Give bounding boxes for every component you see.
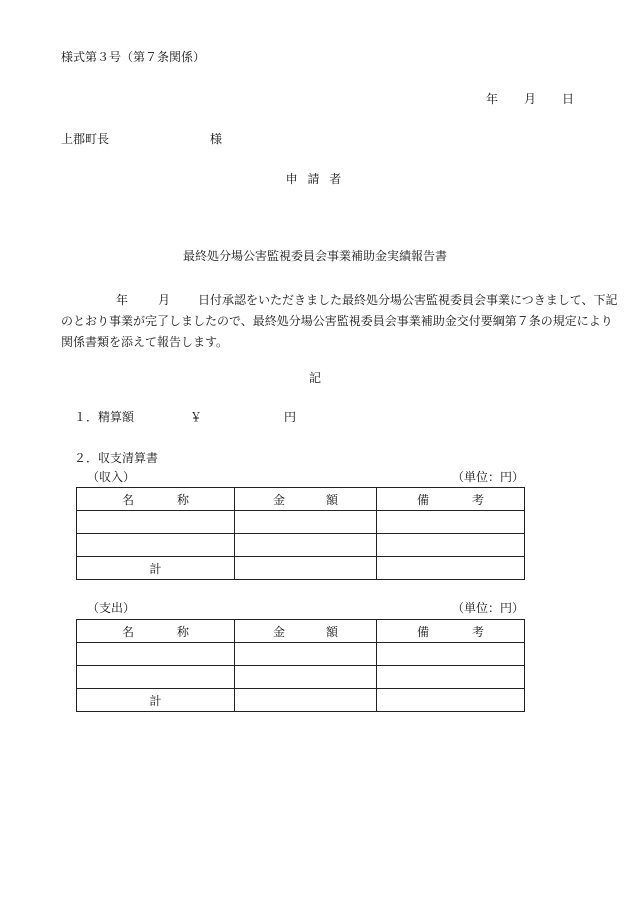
date-line [486,93,574,105]
name-cell[interactable] [77,643,235,666]
expense-table [76,619,525,712]
income-total-row [77,557,525,580]
total-label: 計 [77,557,235,580]
header-remarks: 備 考 [377,620,525,643]
yen-symbol: ￥ [190,410,203,424]
expense-unit: （単位：円） [451,601,524,615]
remarks-cell[interactable] [377,643,525,666]
total-remarks-cell[interactable] [377,557,525,580]
total-amount-cell[interactable] [235,689,377,712]
total-label: 計 [77,689,235,712]
date-day-label: 日 [561,92,574,106]
addressee: 上郡町長 [61,132,110,146]
remarks-cell[interactable] [377,534,525,557]
settlement-amount-line [74,410,297,424]
honorific: 様 [210,132,223,146]
income-table [76,487,525,580]
expense-total-row [77,689,525,712]
body-year-label: 年 [116,293,129,307]
amount-cell[interactable] [235,666,377,689]
remarks-cell[interactable] [377,666,525,689]
name-cell[interactable] [77,511,235,534]
date-month-label: 月 [523,92,536,106]
amount-cell[interactable] [235,643,377,666]
table-row [77,643,525,666]
table-row [77,511,525,534]
addressee-line [61,132,223,146]
income-label: （収入） [87,470,136,484]
date-year-label: 年 [485,92,498,106]
remarks-cell[interactable] [377,511,525,534]
name-cell[interactable] [77,534,235,557]
header-amount: 金 額 [235,488,377,511]
expense-header-row [77,620,525,643]
body-paragraph [61,290,618,353]
settlement-amount-label: １．精算額 [74,410,135,424]
body-line-1-text: 日付承認をいただきました最終処分場公害監視委員会事業につきまして、下記 [198,293,618,307]
header-remarks: 備 考 [377,488,525,511]
body-line-1 [61,290,618,311]
expense-label: （支出） [87,601,136,615]
name-cell[interactable] [77,666,235,689]
body-line-2: のとおり事業が完了しましたので、最終処分場公害監視委員会事業補助金交付要綱第７条の規定により [61,314,613,328]
income-header-row [77,488,525,511]
header-name: 名 称 [77,620,235,643]
table-row [77,534,525,557]
ki-heading: 記 [308,371,321,385]
applicant-label: 申 請 者 [285,172,345,186]
amount-cell[interactable] [235,511,377,534]
total-amount-cell[interactable] [235,557,377,580]
body-line-3: 関係書類を添えて報告します。 [61,335,229,349]
form-number: 様式第３号（第７条関係） [61,50,206,64]
header-amount: 金 額 [235,620,377,643]
balance-statement-label: ２．収支清算書 [74,451,159,465]
header-name: 名 称 [77,488,235,511]
amount-cell[interactable] [235,534,377,557]
total-remarks-cell[interactable] [377,689,525,712]
yen-unit: 円 [284,410,297,424]
income-unit: （単位：円） [451,470,524,484]
body-month-label: 月 [158,293,171,307]
table-row [77,666,525,689]
document-title: 最終処分場公害監視委員会事業補助金実績報告書 [182,249,447,263]
